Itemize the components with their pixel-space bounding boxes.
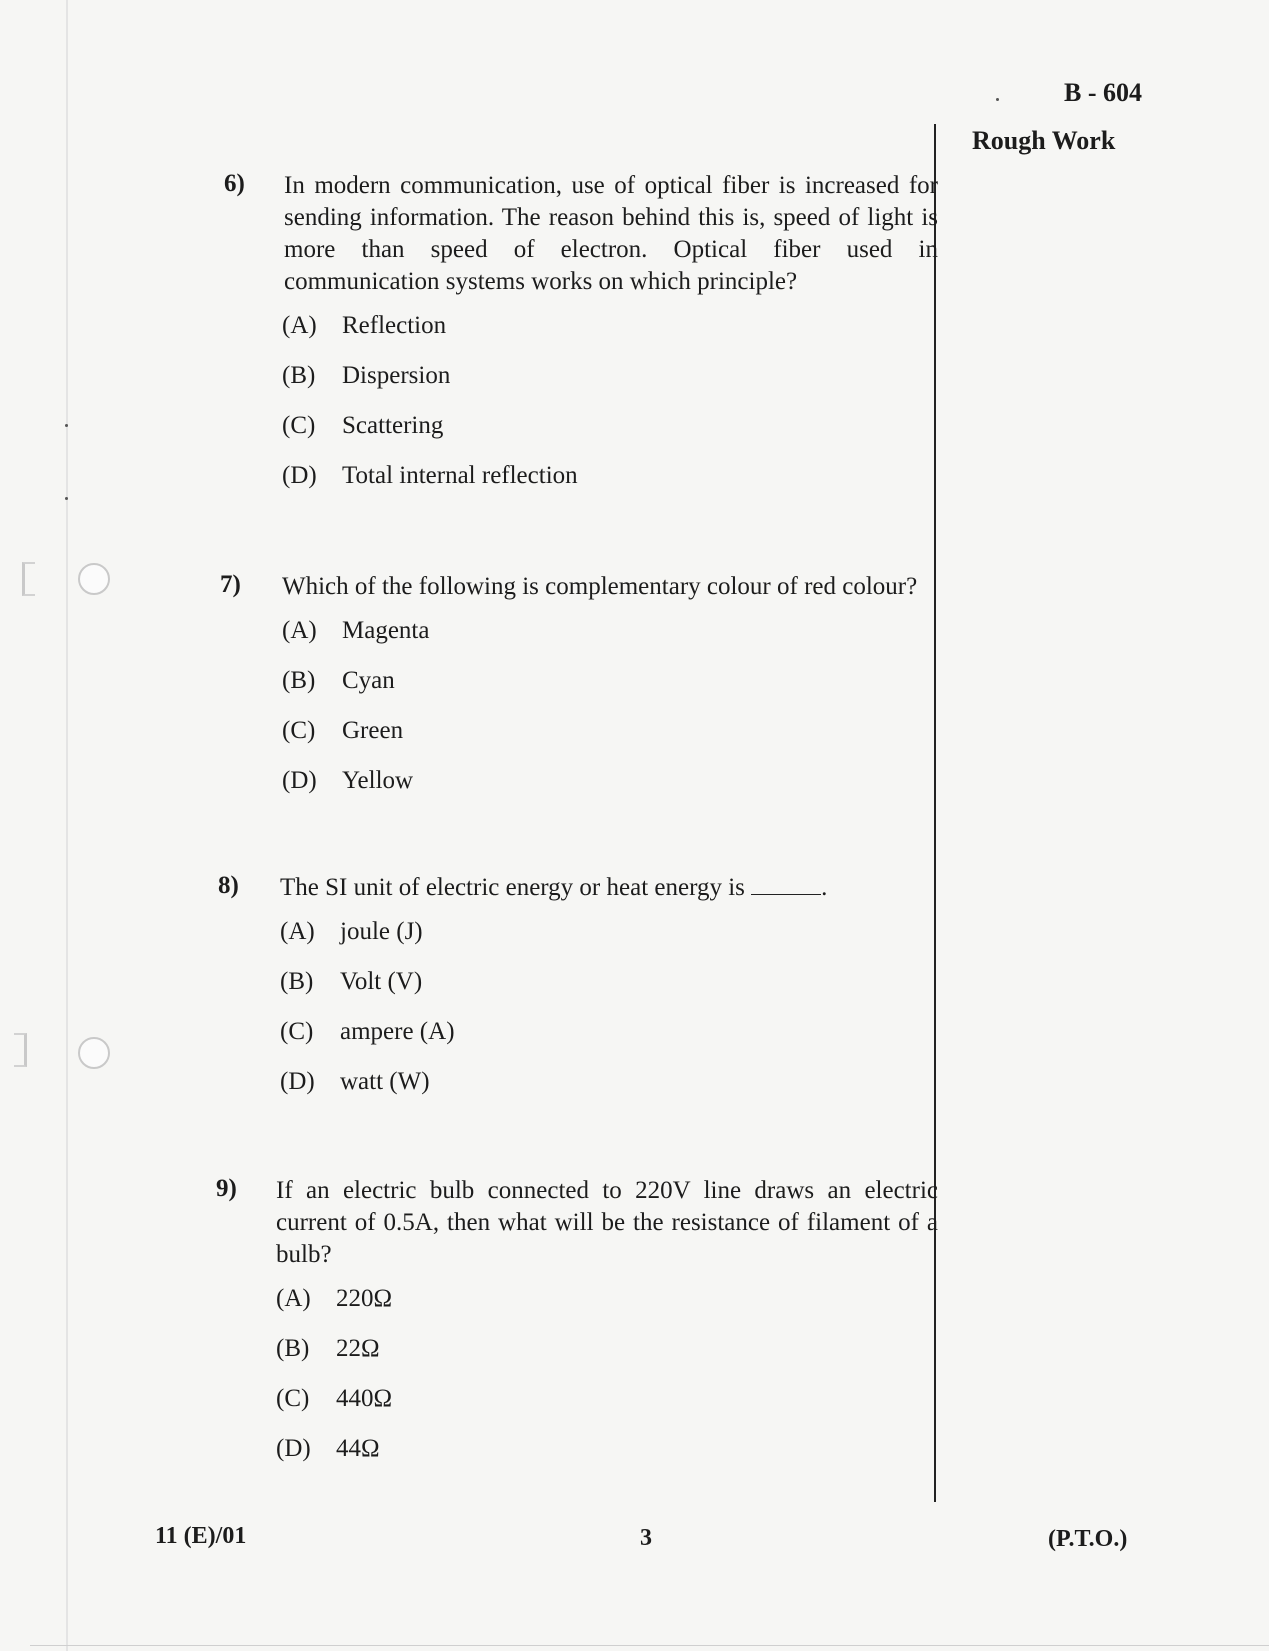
question-text: In modern communication, use of optical fiber is increased for sending information. The reason behind this is, speed of light is more than speed of electron. Optical fiber used in communication systems works on which principle? (284, 172, 938, 295)
question-number: 6) (224, 170, 245, 197)
option-a (282, 617, 938, 667)
option-text: 220Ω (336, 1285, 393, 1312)
option-c (276, 1385, 938, 1435)
rough-work-heading: Rough Work (972, 126, 1116, 155)
option-list (282, 617, 938, 817)
option-text: 440Ω (336, 1385, 393, 1412)
question-text (280, 872, 938, 904)
question-text: If an electric bulb connected to 220V line draws an electric current of 0.5A, then what will be the resistance of filament of a bulb? (276, 1177, 938, 1268)
option-a (280, 918, 938, 968)
question-text-suffix: . (821, 874, 828, 901)
punch-hole (78, 563, 110, 595)
option-text: Yellow (342, 767, 414, 794)
option-c (280, 1018, 938, 1068)
page-edge (66, 0, 68, 1651)
option-list (280, 918, 938, 1118)
option-c (282, 412, 938, 462)
punch-hole (78, 1037, 110, 1069)
question-9 (210, 1175, 938, 1485)
page-bottom-edge (30, 1645, 1269, 1646)
question-number: 9) (216, 1175, 237, 1202)
option-label: (C) (282, 717, 316, 744)
option-text: Reflection (342, 312, 447, 339)
option-a (282, 312, 938, 362)
option-list (276, 1285, 938, 1485)
binding-mark (22, 562, 35, 596)
option-d (280, 1068, 938, 1118)
option-label: (B) (282, 667, 316, 694)
option-label: (A) (280, 918, 315, 945)
option-text: Green (342, 717, 404, 744)
option-text: Dispersion (342, 362, 451, 389)
question-6 (210, 170, 938, 512)
question-number: 7) (220, 571, 241, 598)
option-text: Cyan (342, 667, 395, 694)
option-b (282, 667, 938, 717)
page-number: 3 (640, 1525, 652, 1551)
option-label: (D) (280, 1068, 315, 1095)
option-text: Magenta (342, 617, 430, 644)
option-label: (D) (276, 1435, 311, 1462)
speck (65, 497, 68, 500)
option-d (282, 767, 938, 817)
option-d (276, 1435, 938, 1485)
option-text: Total internal reflection (342, 462, 578, 489)
option-b (280, 968, 938, 1018)
footer-code: 11 (E)/01 (155, 1523, 247, 1549)
option-label: (C) (282, 412, 316, 439)
question-7 (210, 571, 938, 817)
paper-code: B - 604 (1064, 78, 1142, 107)
pto-label: (P.T.O.) (1048, 1526, 1128, 1552)
option-label: (D) (282, 462, 317, 489)
question-text: Which of the following is complementary colour of red colour? (282, 573, 918, 600)
option-text: ampere (A) (340, 1018, 455, 1045)
binding-mark (14, 1033, 27, 1067)
option-b (276, 1335, 938, 1385)
option-text: 44Ω (336, 1435, 380, 1462)
option-label: (A) (282, 617, 317, 644)
option-label: (A) (276, 1285, 311, 1312)
answer-blank (751, 874, 821, 895)
option-text: Volt (V) (340, 968, 423, 995)
speck (996, 98, 999, 101)
option-label: (B) (282, 362, 316, 389)
option-a (276, 1285, 938, 1335)
question-8 (210, 872, 938, 1118)
option-list (282, 312, 938, 512)
option-label: (A) (282, 312, 317, 339)
option-text: Scattering (342, 412, 444, 439)
option-c (282, 717, 938, 767)
option-label: (B) (280, 968, 314, 995)
option-text: joule (J) (340, 918, 423, 945)
option-b (282, 362, 938, 412)
option-d (282, 462, 938, 512)
option-label: (C) (276, 1385, 310, 1412)
option-label: (C) (280, 1018, 314, 1045)
option-label: (D) (282, 767, 317, 794)
option-label: (B) (276, 1335, 310, 1362)
question-text-main: The SI unit of electric energy or heat energy is (280, 874, 745, 901)
option-text: 22Ω (336, 1335, 380, 1362)
speck (65, 424, 68, 427)
option-text: watt (W) (340, 1068, 430, 1095)
question-number: 8) (218, 872, 239, 899)
